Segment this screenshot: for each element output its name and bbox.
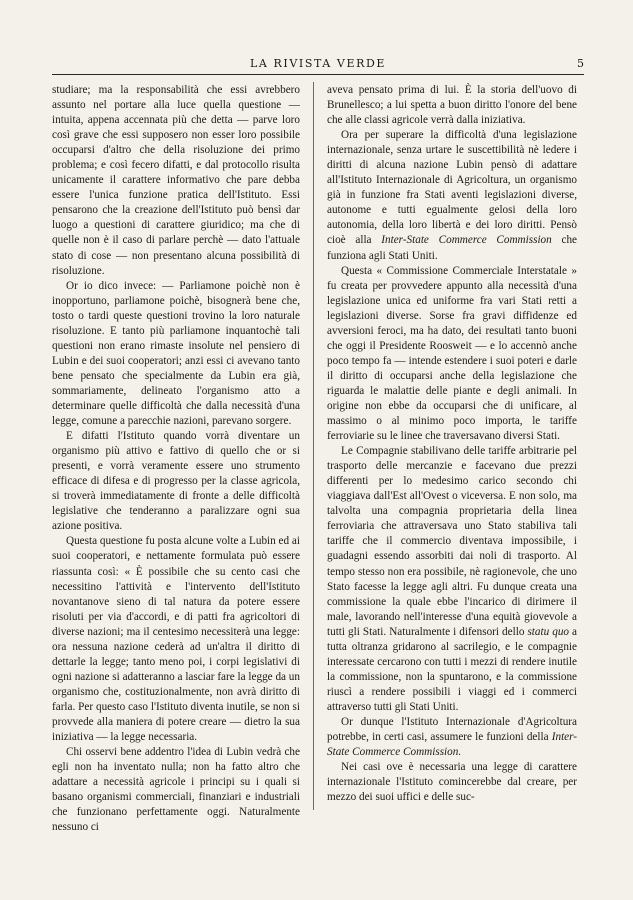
paragraph: studiare; ma la responsabilità che essi avrebbero assunto nel portare alla luce quella questione — intuita, appena accennata più che detta — parve loro così grave che essi supposero non esser loro possibile occuparsi d'altro che della risoluzione dei primo problema; e così fecero difatti, e dal protocollo risulta unicamente il carattere informativo che pare debba essere l'unica funzione pratica dell'Istituto. Essi pensarono che la creazione dell'Istituto può bensì dar luogo a questioni di carattere giuridico; ma che di quelle non è il caso di parlare perchè — dato l'attuale stato di cose — non presentano alcuna possibilità di risoluzione.	[52, 84, 300, 277]
italic-term: statu quo	[527, 625, 570, 638]
paragraph	[327, 128, 577, 263]
paragraph	[327, 444, 577, 715]
paragraph: Or io dico invece: — Parliamone poichè non è inopportuno, parliamone poichè, bisognerà bene che, tosto o tardi queste questioni trovino la loro naturale risoluzione. E tanto più parliamone inquantochè tali questioni non erano rimaste insolute nel pensiero di Lubin e dei suoi cooperatori; anzi essi ci avevano tanto bene pensato che specialmente da Lubin era già, sommariamente, delineato l'organismo atto a determinare quelle difficoltà che dalla necessità d'una legge, comune a parecchie nazioni, parevano sorgere.	[52, 279, 300, 428]
page-header	[52, 54, 584, 75]
right-column	[327, 83, 577, 805]
paragraph-text: Le Compagnie stabilivano delle tariffe arbitrarie pel trasporto delle mercanzie e facevano due prezzi differenti per lo medesimo carico secondo chi viaggiava dall'Est all'Ovest o viceversa. E non solo, ma talvolta una compagnia proprietaria della linea ferroviaria che attraversava uno Stato stabiliva tali tariffe che il commercio diventava impossibile, i guadagni essendo assorbiti dai noli di trasporto. Al tempo stesso non era possibile, nè ragionevole, che uno Stato facesse la legge agli altri. Fu dunque creata una commissione la quale ebbe l'incarico di dirimere il male, lavorando nell'interesse d'una equità giovevole a tutti gli Stati. Naturalmente i difensori dello	[327, 445, 577, 638]
paragraph: aveva pensato prima di lui. È la storia dell'uovo di Brunellesco; a lui spetta a buon diritto l'onore del bene che alle classi agricole verrà dalla iniziativa.	[327, 84, 577, 127]
paragraph-text: Or dunque l'Istituto Internazionale d'Agricoltura potrebbe, in certi casi, assumere le funzioni della	[327, 715, 577, 744]
column-divider	[313, 82, 314, 810]
paragraph: Questa « Commissione Commerciale Interstatale » fu creata per provvedere appunto alla necessità d'una legislazione unica ed uniforme fra vari Stati retti a legislazioni diverse. Sorse fra gravi diffidenze ed avversioni feroci, ma ha dato, dei resultati tanto buoni che oggi il Presidente Roosweit — e lo accennò anche poco tempo fa — intende estendere i suoi poteri e darle il diritto di occuparsi anche della legislazione che riguarda le malattie delle piante e degli animali. In origine non ebbe da occuparsi che di unificare, al massimo o al minimo poco importa, le tariffe ferroviarie su le linee che traversavano diversi Stati.	[327, 264, 577, 443]
running-title: LA RIVISTA VERDE	[249, 57, 387, 70]
italic-term: Inter-State Commerce Commission.	[327, 731, 577, 759]
page-number: 5	[577, 57, 584, 70]
paragraph-text: a tutta oltranza gridarono al sacrilegio, e le compagnie interessate cercarono con tutti i mezzi di rendere inutile la commissione, non la spuntarono, e la commissione riuscì a rendere possibili i viaggi ed i commerci attraverso tutti gli Stati Uniti.	[327, 625, 578, 713]
paragraph-text: Ora per superare la difficoltà d'una legislazione internazionale, senza urtare le suscettibilità nè ledere i diritti di alcuna nazione Lubin pensò di adattare all'Istituto Internazionale di Agricoltura, un organismo già in funzione fra Stati aventi legislazioni diverse, autonome e tutti egualmente gelosi della loro autonomia, della loro libertà e dei loro diritti. Pensò cioè alla	[327, 129, 577, 247]
italic-term: Inter-State Commerce Commission	[381, 234, 552, 247]
paragraph: Chi osservi bene addentro l'idea di Lubin vedrà che egli non ha inventato nulla; non ha fatto altro che adattare a necessità agricole i principi su i quali si basano organismi commerciali, finanziari e industriali che funzionano perfettamente oggi. Naturalmente nessuno ci	[52, 746, 300, 834]
left-column	[52, 83, 300, 835]
paragraph: Questa questione fu posta alcune volte a Lubin ed ai suoi cooperatori, e nettamente formulata può essere riassunta così: « È possibile che su cento casi che necessitino l'attività e l'intervento dell'Istituto novantanove sieno di tal natura da potere essere risoluti per via d'accordi, e di patti fra agricoltori di diverse nazioni; ma il centesimo necessiterà una legge: ora nessuna nazione cederà ad un'altra il diritto di dettarle la legge; tanto meno poi, i corpi legislativi di ogni nazione si adatteranno a lasciar fare la legge da un organismo che, costituzionalmente, non avrà diritto di farla. Per questo caso l'Istituto diventa inutile, se non si provvede alla maniera di potere creare — dietro la sua iniziativa — la legge necessaria.	[52, 535, 300, 744]
paragraph: E difatti l'Istituto quando vorrà diventare un organismo più attivo e fattivo di quello che or si presenti, e vorrà veramente essere uno strumento efficace di difesa e di progresso per la classe agricola, si troverà immediatamente di fronte a delle difficoltà legislative che tenderanno a paralizzare ogni sua azione positiva.	[52, 430, 300, 533]
paragraph-text: che funziona agli Stati Uniti.	[327, 234, 578, 262]
paragraph	[327, 715, 577, 760]
paragraph: Nei casi ove è necessaria una legge di carattere internazionale l'Istituto comincerebbe dal creare, per mezzo dei suoi uffici e delle suc-	[327, 761, 577, 804]
